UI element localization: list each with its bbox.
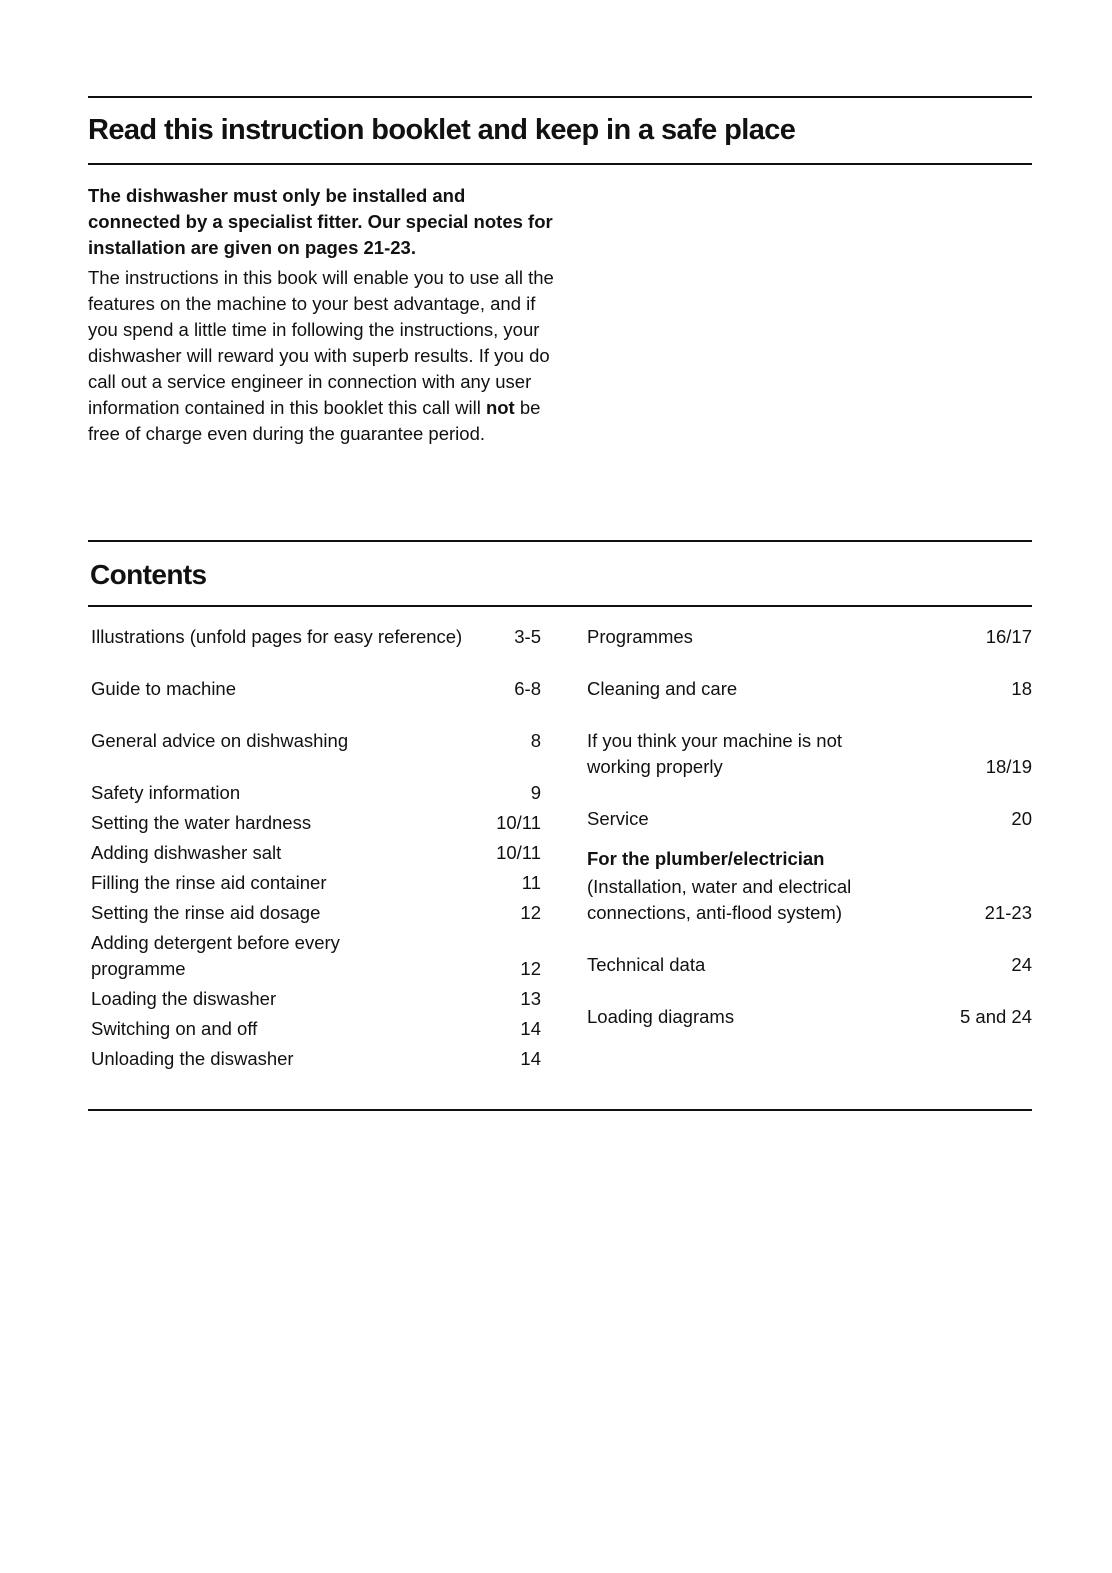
page-title: Read this instruction booklet and keep in a safe place [88,114,796,146]
toc-item-page: 13 [520,988,541,1009]
toc-item-page: 12 [520,902,541,923]
toc-item [587,806,1032,832]
toc-item-page: 18 [1011,678,1032,699]
toc-item-label: Service [587,808,649,829]
toc-item-page: 16/17 [985,626,1032,647]
toc-item-label: Unloading the diswasher [91,1048,294,1069]
toc-item [91,930,541,982]
toc-item-page: 20 [1011,808,1032,829]
toc-item-page: 5 and 24 [959,1006,1032,1027]
toc-item-page: 18/19 [985,756,1032,777]
toc-item-page: 21-23 [984,902,1032,923]
toc-item-label: Guide to machine [91,678,237,699]
toc-item-label: Adding detergent before every programme [91,932,340,979]
toc-item [587,952,1032,978]
toc-item [91,840,541,866]
toc-item [91,810,541,836]
toc-right-column [587,624,1032,1030]
intro-text-before: The instructions in this book will enable you to use all the features on the machine to your best advantage, and if you spend a little time in following the instructions, your dishwasher will reward you with superb results. If you do call out a service engineer in connection with any user information contained in this booklet this call will [88,267,554,418]
toc-item-label: Technical data [587,954,706,975]
contents-underline-rule [88,605,1032,607]
toc-item [587,676,1032,702]
toc-item-label: Filling the rinse aid container [91,872,327,893]
toc-section-heading: For the plumber/electrician [587,848,825,869]
toc-item-page: 10/11 [496,812,541,833]
toc-item-label: Adding dishwasher salt [91,842,282,863]
toc-item [91,624,541,650]
contents-heading: Contents [90,559,207,590]
toc-item-page: 6-8 [514,678,541,699]
toc-item-label: Cleaning and care [587,678,738,699]
intro-text-emphasis: not [485,397,515,418]
toc-item [91,780,541,806]
toc-item-label: Setting the rinse aid dosage [91,902,321,923]
toc-item-label: (Installation, water and electrical connections, anti-flood system) [587,876,852,923]
toc-item-page: 9 [530,782,541,803]
top-rule [88,96,1032,98]
toc-item [91,1046,541,1072]
toc-item-label: Switching on and off [91,1018,258,1039]
toc-item-label: Setting the water hardness [91,812,312,833]
toc-item-page: 14 [520,1018,541,1039]
toc-item-label: Safety information [91,782,241,803]
contents-bottom-rule [88,1109,1032,1111]
toc-item-label: Illustrations (unfold pages for easy reference) [91,626,463,647]
toc-item [587,624,1032,650]
toc-item-label: General advice on dishwashing [91,730,349,751]
toc-item-page: 12 [520,958,541,979]
toc-left-column [91,624,541,1072]
toc-item-page: 24 [1011,954,1032,975]
toc-item-page: 8 [530,730,541,751]
toc-item-label: Loading the diswasher [91,988,277,1009]
toc-item [91,870,541,896]
toc-item-page: 3-5 [514,626,541,647]
intro-text-after: be free of charge even during the guarantee period. [88,397,541,444]
intro-section [88,183,558,447]
toc-item-label: If you think your machine is not working properly [587,730,843,777]
toc-item-label: Programmes [587,626,693,647]
contents-top-rule [88,540,1032,542]
installation-notice: The dishwasher must only be installed and connected by a specialist fitter. Our special notes for installation are given on pages 21-23. [88,185,553,258]
toc-item [91,676,541,702]
toc-item [91,1016,541,1042]
toc-item-page: 11 [521,872,541,893]
toc-item-page: 10/11 [496,842,541,863]
toc-item [91,728,541,754]
toc-item-page: 14 [520,1048,541,1069]
toc-item-label: Loading diagrams [587,1006,735,1027]
toc-item [91,900,541,926]
title-underline-rule [88,163,1032,165]
intro-paragraph [88,265,558,447]
toc-item [587,1004,1032,1030]
toc-item [91,986,541,1012]
toc-item [587,728,1032,780]
toc-item [587,874,1032,926]
